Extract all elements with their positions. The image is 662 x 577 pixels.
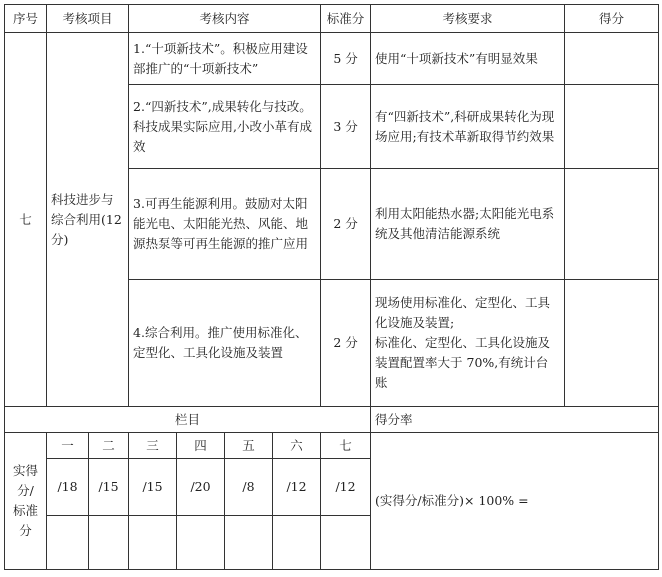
assessment-table bbox=[4, 4, 659, 570]
requirement-cell: 利用太阳能热水器;太阳能光电系统及其他清洁能源系统 bbox=[371, 168, 565, 280]
standard-cell: 3 分 bbox=[321, 85, 371, 168]
table-row bbox=[5, 33, 659, 85]
actual-over-standard-label: 实得分/标准分 bbox=[5, 433, 47, 570]
summary-actual-cell[interactable] bbox=[47, 515, 89, 569]
standard-cell: 5 分 bbox=[321, 33, 371, 85]
requirement-cell: 使用“十项新技术”有明显效果 bbox=[371, 33, 565, 85]
summary-denominator: /12 bbox=[321, 459, 371, 515]
summary-denominator: /18 bbox=[47, 459, 89, 515]
content-cell: 4.综合利用。推广使用标准化、定型化、工具化设施及装置 bbox=[129, 280, 321, 407]
header-requirement: 考核要求 bbox=[371, 5, 565, 33]
summary-column-name: 三 bbox=[129, 433, 177, 459]
summary-actual-cell[interactable] bbox=[129, 515, 177, 569]
summary-actual-cell[interactable] bbox=[89, 515, 129, 569]
summary-column-name: 二 bbox=[89, 433, 129, 459]
summary-actual-cell[interactable] bbox=[225, 515, 273, 569]
summary-column-name: 五 bbox=[225, 433, 273, 459]
summary-denominator: /8 bbox=[225, 459, 273, 515]
header-standard: 标准分 bbox=[321, 5, 371, 33]
standard-cell: 2 分 bbox=[321, 168, 371, 280]
summary-denominator: /15 bbox=[129, 459, 177, 515]
header-item: 考核项目 bbox=[47, 5, 129, 33]
content-cell: 2.“四新技术”,成果转化与技改。科技成果实际应用,小改小革有成效 bbox=[129, 85, 321, 168]
content-cell: 1.“十项新技术”。积极应用建设部推广的“十项新技术” bbox=[129, 33, 321, 85]
header-row bbox=[5, 5, 659, 33]
section-item: 科技进步与综合利用(12分) bbox=[47, 33, 129, 407]
summary-column-name: 一 bbox=[47, 433, 89, 459]
requirement-cell: 有“四新技术”,科研成果转化为现场应用;有技术革新取得节约效果 bbox=[371, 85, 565, 168]
score-rate-formula: (实得分/标准分)× 100% = bbox=[371, 433, 659, 570]
summary-denominator: /20 bbox=[177, 459, 225, 515]
rate-label: 得分率 bbox=[371, 407, 659, 433]
column-label: 栏目 bbox=[5, 407, 371, 433]
summary-denominator: /15 bbox=[89, 459, 129, 515]
score-cell[interactable] bbox=[565, 168, 659, 280]
requirement-cell: 现场使用标准化、定型化、工具化设施及装置; 标准化、定型化、工具化设施及装置配置率大于 70%,有统计台账 bbox=[371, 280, 565, 407]
summary-header-row bbox=[5, 407, 659, 433]
summary-actual-cell[interactable] bbox=[321, 515, 371, 569]
score-cell[interactable] bbox=[565, 280, 659, 407]
score-cell[interactable] bbox=[565, 33, 659, 85]
standard-cell: 2 分 bbox=[321, 280, 371, 407]
summary-columns-row bbox=[5, 433, 659, 459]
summary-actual-cell[interactable] bbox=[273, 515, 321, 569]
summary-column-name: 六 bbox=[273, 433, 321, 459]
header-score: 得分 bbox=[565, 5, 659, 33]
summary-column-name: 七 bbox=[321, 433, 371, 459]
section-number: 七 bbox=[5, 33, 47, 407]
content-cell: 3.可再生能源利用。鼓励对太阳能光电、太阳能光热、风能、地源热泵等可再生能源的推广应用 bbox=[129, 168, 321, 280]
score-cell[interactable] bbox=[565, 85, 659, 168]
summary-actual-cell[interactable] bbox=[177, 515, 225, 569]
header-no: 序号 bbox=[5, 5, 47, 33]
header-content: 考核内容 bbox=[129, 5, 321, 33]
summary-column-name: 四 bbox=[177, 433, 225, 459]
summary-denominator: /12 bbox=[273, 459, 321, 515]
